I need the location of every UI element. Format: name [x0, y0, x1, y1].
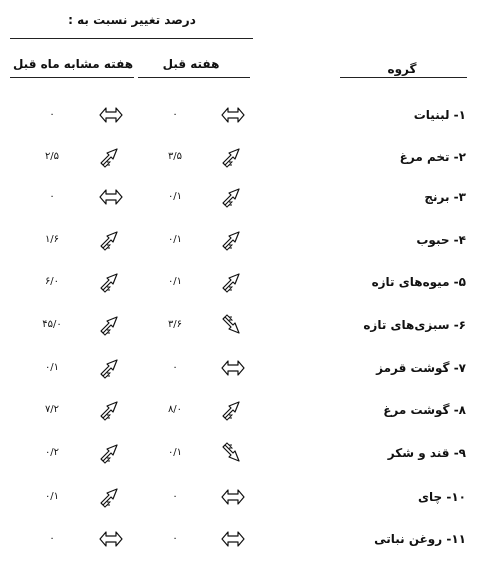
- prev-week-value: ۰: [172, 491, 178, 502]
- prev-month-value: ۶/۰: [44, 276, 60, 287]
- prev-week-value: ۰/۱: [167, 276, 183, 287]
- table-row: [0, 104, 493, 128]
- prev-week-value: ۸/۰: [167, 404, 183, 415]
- prev-week-value: ۰: [172, 533, 178, 544]
- up-arrow-icon: [220, 229, 246, 251]
- double-arrow-icon: [98, 104, 124, 126]
- table-row: [0, 271, 493, 295]
- prev-month-value: ۴۵/۰: [42, 319, 62, 330]
- double-arrow-icon: [220, 357, 246, 379]
- row-label: ۱- لبنیات: [413, 108, 466, 122]
- prev-month-underline: [10, 77, 134, 78]
- up-arrow-icon: [220, 186, 246, 208]
- up-arrow-icon: [98, 357, 124, 379]
- double-arrow-icon: [98, 186, 124, 208]
- up-arrow-icon: [220, 271, 246, 293]
- up-arrow-icon: [98, 442, 124, 464]
- row-label: ۲- تخم مرغ: [399, 150, 466, 164]
- up-arrow-icon: [98, 314, 124, 336]
- table-row: [0, 486, 493, 510]
- prev-week-value: ۰/۱: [167, 234, 183, 245]
- prev-month-value: ۷/۲: [44, 404, 60, 415]
- prev-week-value: ۳/۶: [167, 319, 183, 330]
- up-arrow-icon: [98, 229, 124, 251]
- prev-month-value: ۰: [49, 109, 55, 120]
- prev-week-value: ۰: [172, 362, 178, 373]
- table-row: [0, 314, 493, 338]
- row-label: ۴- حبوب: [416, 233, 466, 247]
- table-row: [0, 229, 493, 253]
- up-arrow-icon: [98, 146, 124, 168]
- table-row: [0, 357, 493, 381]
- up-arrow-icon: [220, 146, 246, 168]
- prev-week-value: ۰: [172, 109, 178, 120]
- group-underline: [340, 77, 467, 78]
- table-row: [0, 186, 493, 210]
- up-arrow-icon: [98, 271, 124, 293]
- row-label: ۶- سبزی‌های تازه: [363, 318, 466, 332]
- col-header-group: گروه: [387, 62, 417, 76]
- row-label: ۱۰- چای: [418, 490, 466, 504]
- up-arrow-icon: [98, 399, 124, 421]
- prev-month-value: ۰/۲: [44, 447, 60, 458]
- col-header-prev-week: هفته قبل: [162, 57, 220, 71]
- prev-week-value: ۰/۱: [167, 191, 183, 202]
- double-arrow-icon: [220, 104, 246, 126]
- down-arrow-icon: [220, 314, 246, 336]
- prev-month-value: ۰/۱: [44, 491, 60, 502]
- down-arrow-icon: [220, 442, 246, 464]
- title-divider: [10, 38, 253, 39]
- table-row: [0, 528, 493, 552]
- double-arrow-icon: [98, 528, 124, 550]
- up-arrow-icon: [98, 486, 124, 508]
- row-label: ۳- برنج: [424, 190, 466, 204]
- double-arrow-icon: [220, 486, 246, 508]
- prev-week-underline: [138, 77, 250, 78]
- prev-week-value: ۰/۱: [167, 447, 183, 458]
- row-label: ۱۱- روغن نباتی: [374, 532, 466, 546]
- prev-month-value: ۰: [49, 533, 55, 544]
- table-row: [0, 442, 493, 466]
- change-title: درصد تغییر نسبت به :: [68, 13, 196, 27]
- prev-month-value: ۰/۱: [44, 362, 60, 373]
- prev-month-value: ۱/۶: [44, 234, 60, 245]
- prev-week-value: ۳/۵: [167, 151, 183, 162]
- row-label: ۵- میوه‌های تازه: [371, 275, 466, 289]
- double-arrow-icon: [220, 528, 246, 550]
- prev-month-value: ۲/۵: [44, 151, 60, 162]
- table-row: [0, 146, 493, 170]
- up-arrow-icon: [220, 399, 246, 421]
- table-row: [0, 399, 493, 423]
- prev-month-value: ۰: [49, 191, 55, 202]
- row-label: ۷- گوشت قرمز: [376, 361, 466, 375]
- row-label: ۸- گوشت مرغ: [383, 403, 466, 417]
- col-header-prev-month: هفته مشابه ماه قبل: [12, 57, 134, 71]
- row-label: ۹- قند و شکر: [387, 446, 466, 460]
